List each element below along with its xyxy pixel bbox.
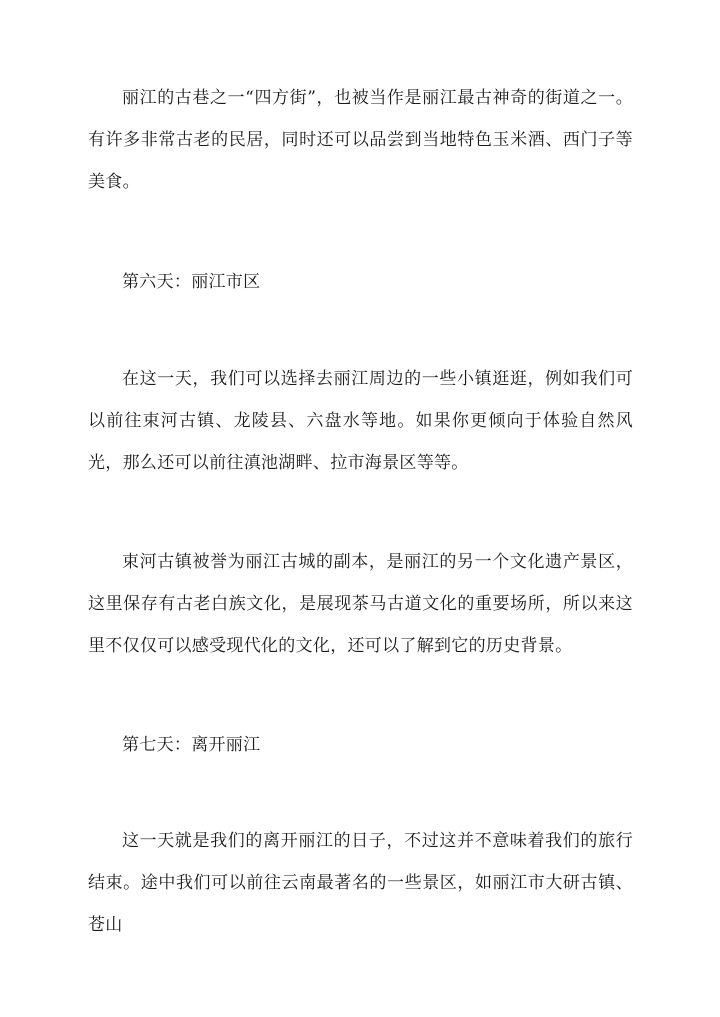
- heading-day-six: 第六天：丽江市区: [122, 272, 261, 292]
- paragraph-sifang-street: 丽江的古巷之一“四方街”，也被当作是丽江最古神奇的街道之一。有许多非常古老的民居，同时还可以品尝到当地特色玉米酒、西门子等美食。: [88, 88, 633, 192]
- heading-day-seven: 第七天：离开丽江: [122, 735, 261, 755]
- paragraph-day-six-towns: 在这一天，我们可以选择去丽江周边的一些小镇逛逛，例如我们可以前往束河古镇、龙陵县、六盘水等地。如果你更倾向于体验自然风光，那么还可以前往滇池湖畔、拉市海景区等等。: [88, 369, 633, 473]
- paragraph-day-seven-leaving: 这一天就是我们的离开丽江的日子，不过这并不意味着我们的旅行结束。途中我们可以前往云南最著名的一些景区，如丽江市大研古镇、苍山: [88, 831, 633, 935]
- paragraph-shuhe-town: 束河古镇被誉为丽江古城的副本，是丽江的另一个文化遗产景区，这里保存有古老白族文化，是展现茶马古道文化的重要场所，所以来这里不仅仅可以感受现代化的文化，还可以了解到它的历史背景。: [88, 552, 633, 656]
